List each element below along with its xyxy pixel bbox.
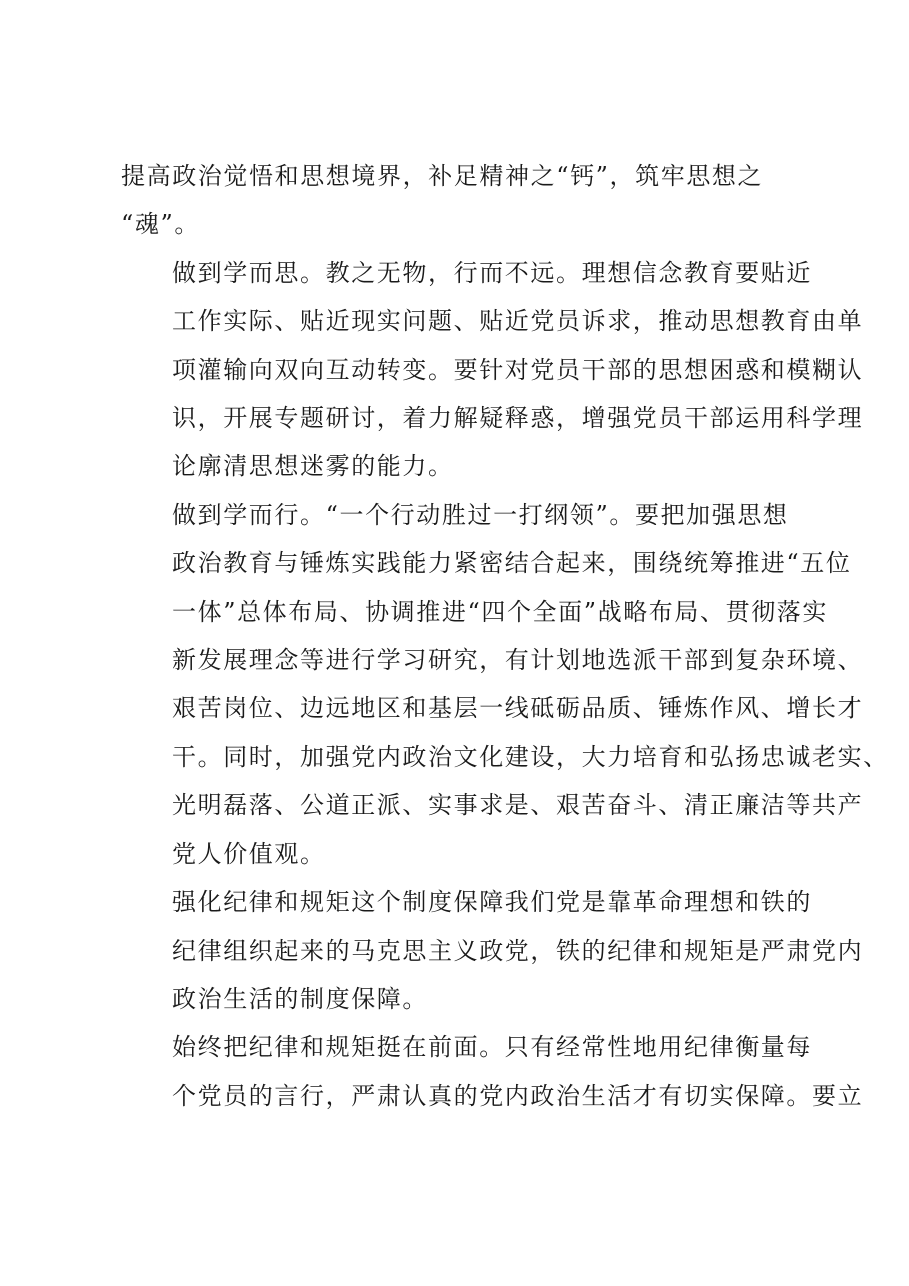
text-line: 政治生活的制度保障。 (172, 984, 428, 1013)
document-body (121, 152, 889, 1120)
text-line: 强化纪律和规矩这个制度保障我们党是靠革命理想和铁的 (172, 888, 812, 917)
text-line: 始终把纪律和规矩挺在前面。只有经常性地用纪律衡量每 (172, 1033, 812, 1062)
paragraph-continuation (121, 152, 803, 249)
text-line: “魂”。 (121, 210, 200, 239)
text-line: 党人价值观。 (172, 839, 326, 868)
text-line: 一体”总体布局、协调推进“四个全面”战略布局、贯彻落实 (172, 597, 829, 626)
text-line: 识，开展专题研讨，着力解疑释惑，增强党员干部运用科学理 (172, 404, 864, 433)
text-line: 工作实际、贴近现实问题、贴近党员诉求，推动思想教育由单 (172, 307, 864, 336)
text-line: 做到学而行。“一个行动胜过一打纲领”。要把加强思想 (172, 500, 789, 529)
text-line: 新发展理念等进行学习研究，有计划地选派干部到复杂环境、 (172, 646, 864, 675)
text-line: 纪律组织起来的马克思主义政党，铁的纪律和规矩是严肃党内 (172, 936, 864, 965)
paragraph-discipline-guarantee (121, 878, 864, 1023)
paragraph-learn-and-act (121, 491, 889, 878)
text-line: 政治教育与锤炼实践能力紧密结合起来，围绕统筹推进“五位 (172, 549, 852, 578)
text-line: 提高政治觉悟和思想境界，补足精神之“钙”，筑牢思想之 (121, 162, 764, 190)
paragraph-discipline-first (121, 1023, 864, 1120)
paragraph-learn-and-think (121, 249, 864, 491)
text-line: 光明磊落、公道正派、实事求是、艰苦奋斗、清正廉洁等共产 (172, 791, 864, 820)
text-line: 个党员的言行，严肃认真的党内政治生活才有切实保障。要立 (172, 1081, 864, 1110)
text-line: 论廓清思想迷雾的能力。 (172, 452, 454, 481)
text-line: 做到学而思。教之无物，行而不远。理想信念教育要贴近 (172, 258, 812, 287)
text-line: 艰苦岗位、边远地区和基层一线砥砺品质、锤炼作风、增长才 (172, 694, 864, 723)
text-line: 干。同时，加强党内政治文化建设，大力培育和弘扬忠诚老实、 (172, 742, 889, 771)
text-line: 项灌输向双向互动转变。要针对党员干部的思想困惑和模糊认 (172, 355, 864, 384)
